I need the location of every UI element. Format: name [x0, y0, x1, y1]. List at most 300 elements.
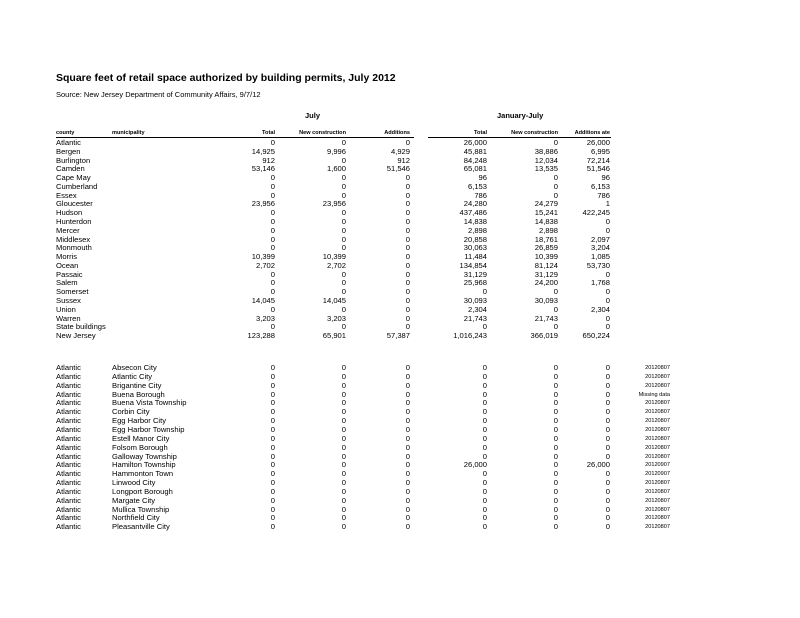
ytd-total-cell: 11,484	[464, 252, 487, 262]
ytd-total-cell: 2,898	[467, 225, 487, 235]
ytd-total-cell: 0	[482, 407, 487, 417]
ytd-total-cell: 0	[482, 478, 487, 488]
ytd-additions-cell: 650,224	[582, 331, 610, 341]
date-note-cell: 20120807	[645, 409, 670, 416]
july-total-cell: 0	[270, 190, 275, 200]
july-new-cell: 0	[341, 225, 346, 235]
municipality-cell: Egg Harbor City	[112, 416, 167, 426]
july-new-cell: 9,996	[326, 146, 346, 156]
county-cell: Gloucester	[56, 199, 93, 209]
july-new-cell: 0	[341, 371, 346, 381]
july-additions-cell: 0	[405, 371, 410, 381]
july-additions-cell: 57,387	[386, 331, 410, 341]
july-total-cell: 0	[270, 181, 275, 191]
county-cell: Salem	[56, 278, 78, 288]
date-note-cell: 20120907	[645, 462, 670, 469]
county-row	[0, 261, 800, 270]
july-total-cell: 0	[270, 363, 275, 372]
ytd-additions-cell: 0	[605, 269, 610, 279]
ytd-total-cell: 0	[482, 322, 487, 332]
county-cell: Monmouth	[56, 243, 92, 253]
july-additions-cell: 0	[405, 138, 410, 147]
ytd-additions-cell: 26,000	[586, 138, 610, 147]
ytd-additions-cell: 1,085	[590, 252, 610, 262]
ytd-total-cell: 0	[482, 504, 487, 514]
july-new-cell: 0	[341, 190, 346, 200]
july-additions-cell: 0	[405, 217, 410, 227]
ytd-total-cell: 0	[482, 380, 487, 390]
july-new-cell: 23,956	[322, 199, 346, 209]
municipality-row	[0, 425, 800, 434]
column-header-county: county	[56, 130, 75, 136]
ytd-additions-cell: 0	[605, 416, 610, 426]
group-header-january-july: January-July	[497, 111, 544, 120]
ytd-new-cell: 0	[553, 407, 558, 417]
county-cell: Atlantic	[56, 407, 81, 417]
column-header-ytd-total: Total	[474, 130, 487, 136]
ytd-new-cell: 0	[553, 460, 558, 470]
ytd-additions-cell: 6,153	[590, 181, 610, 191]
ytd-new-cell: 0	[553, 380, 558, 390]
ytd-new-cell: 0	[553, 513, 558, 523]
county-row	[0, 182, 800, 191]
july-total-cell: 0	[270, 380, 275, 390]
july-additions-cell: 0	[405, 416, 410, 426]
county-cell: Atlantic	[56, 416, 81, 426]
date-note-cell: 20120807	[645, 426, 670, 433]
county-row	[0, 278, 800, 287]
date-note-cell: 20120807	[645, 418, 670, 425]
ytd-additions-cell: 0	[605, 442, 610, 452]
county-cell: Atlantic	[56, 389, 81, 399]
county-cell: Atlantic	[56, 495, 81, 505]
ytd-additions-cell: 2,097	[590, 234, 610, 244]
county-row	[0, 235, 800, 244]
ytd-total-cell: 0	[482, 495, 487, 505]
county-cell: Atlantic	[56, 380, 81, 390]
municipality-cell: Galloway Township	[112, 451, 177, 461]
ytd-total-cell: 134,854	[459, 260, 487, 270]
july-total-cell: 0	[270, 287, 275, 297]
ytd-new-cell: 26,859	[534, 243, 558, 253]
ytd-new-cell: 18,761	[534, 234, 558, 244]
ytd-new-cell: 0	[553, 424, 558, 434]
date-note-cell: 20120807	[645, 524, 670, 531]
july-total-cell: 53,146	[251, 164, 275, 174]
july-new-cell: 0	[341, 243, 346, 253]
date-note-cell: 20120807	[645, 497, 670, 504]
july-additions-cell: 4,929	[390, 146, 410, 156]
ytd-additions-cell: 2,304	[590, 304, 610, 314]
july-total-cell: 0	[270, 269, 275, 279]
ytd-total-cell: 0	[482, 363, 487, 372]
july-total-cell: 0	[270, 398, 275, 408]
municipality-row	[0, 363, 800, 372]
municipality-cell: Egg Harbor Township	[112, 424, 185, 434]
municipality-cell: Margate City	[112, 495, 156, 505]
july-total-cell: 3,203	[255, 313, 275, 323]
county-row	[0, 305, 800, 314]
july-new-cell: 0	[341, 424, 346, 434]
municipality-cell: Buena Borough	[112, 389, 165, 399]
municipality-row	[0, 434, 800, 443]
municipality-cell: Folsom Borough	[112, 442, 168, 452]
july-additions-cell: 0	[405, 208, 410, 218]
july-new-cell: 0	[341, 504, 346, 514]
ytd-additions-cell: 0	[605, 433, 610, 443]
county-row	[0, 164, 800, 173]
july-new-cell: 0	[341, 234, 346, 244]
municipality-row	[0, 398, 800, 407]
ytd-additions-cell: 1,768	[590, 278, 610, 288]
ytd-new-cell: 30,093	[534, 296, 558, 306]
july-new-cell: 0	[341, 304, 346, 314]
county-cell: Atlantic	[56, 451, 81, 461]
county-row	[0, 296, 800, 305]
july-new-cell: 0	[341, 478, 346, 488]
july-total-cell: 0	[270, 243, 275, 253]
july-new-cell: 2,702	[326, 260, 346, 270]
county-row	[0, 208, 800, 217]
date-note-cell: 20120807	[645, 382, 670, 389]
july-total-cell: 0	[270, 234, 275, 244]
municipality-row	[0, 407, 800, 416]
date-note-cell: 20120807	[645, 444, 670, 451]
july-total-cell: 10,399	[251, 252, 275, 262]
county-row	[0, 314, 800, 323]
july-new-cell: 3,203	[326, 313, 346, 323]
ytd-additions-cell: 786	[597, 190, 610, 200]
ytd-additions-cell: 26,000	[586, 460, 610, 470]
county-row	[0, 322, 800, 331]
july-new-cell: 0	[341, 495, 346, 505]
july-total-cell: 14,045	[251, 296, 275, 306]
column-header-ytd-additions: Additions ate	[574, 130, 610, 136]
ytd-new-cell: 13,535	[534, 164, 558, 174]
county-cell: Mercer	[56, 225, 80, 235]
july-new-cell: 0	[341, 380, 346, 390]
july-new-cell: 0	[341, 442, 346, 452]
july-total-cell: 0	[270, 278, 275, 288]
municipality-cell: Buena Vista Township	[112, 398, 187, 408]
july-new-cell: 14,045	[322, 296, 346, 306]
county-cell: Atlantic	[56, 398, 81, 408]
july-additions-cell: 0	[405, 296, 410, 306]
county-row	[0, 191, 800, 200]
ytd-additions-cell: 6,995	[590, 146, 610, 156]
july-new-cell: 0	[341, 513, 346, 523]
ytd-additions-cell: 0	[605, 469, 610, 479]
ytd-new-cell: 10,399	[534, 252, 558, 262]
july-total-cell: 0	[270, 371, 275, 381]
july-additions-cell: 0	[405, 363, 410, 372]
ytd-additions-cell: 96	[601, 173, 610, 183]
ytd-additions-cell: 0	[605, 424, 610, 434]
column-header-july-total: Total	[262, 130, 275, 136]
ytd-new-cell: 0	[553, 322, 558, 332]
ytd-new-cell: 0	[553, 138, 558, 147]
july-total-cell: 0	[270, 486, 275, 496]
ytd-total-cell: 26,000	[463, 460, 487, 470]
date-note-cell: 20120807	[645, 453, 670, 460]
ytd-additions-cell: 0	[605, 371, 610, 381]
ytd-total-cell: 2,304	[467, 304, 487, 314]
ytd-new-cell: 15,241	[534, 208, 558, 218]
county-cell: Atlantic	[56, 442, 81, 452]
july-additions-cell: 0	[405, 278, 410, 288]
column-header-ytd-new: New construction	[511, 130, 558, 136]
county-cell: Cumberland	[56, 181, 98, 191]
july-additions-cell: 0	[405, 460, 410, 470]
ytd-total-cell: 0	[482, 522, 487, 532]
july-new-cell: 0	[341, 278, 346, 288]
july-additions-cell: 0	[405, 442, 410, 452]
ytd-new-cell: 0	[553, 363, 558, 372]
municipality-row	[0, 513, 800, 522]
ytd-total-cell: 0	[482, 389, 487, 399]
ytd-total-cell: 96	[478, 173, 487, 183]
date-note-cell: 20120807	[645, 373, 670, 380]
date-note-cell: 20120807	[645, 488, 670, 495]
county-cell: Atlantic	[56, 433, 81, 443]
date-note-cell: 20120807	[645, 506, 670, 513]
july-additions-cell: 0	[405, 513, 410, 523]
county-cell: Atlantic	[56, 424, 81, 434]
county-cell: State buildings	[56, 322, 106, 332]
ytd-total-cell: 24,280	[463, 199, 487, 209]
july-new-cell: 0	[341, 460, 346, 470]
july-new-cell: 0	[341, 287, 346, 297]
july-new-cell: 0	[341, 181, 346, 191]
july-total-cell: 2,702	[255, 260, 275, 270]
ytd-additions-cell: 0	[605, 451, 610, 461]
municipality-row	[0, 381, 800, 390]
july-total-cell: 23,956	[251, 199, 275, 209]
ytd-additions-cell: 0	[605, 313, 610, 323]
july-total-cell: 0	[270, 504, 275, 514]
date-note-cell: 20120807	[645, 365, 670, 371]
county-cell: Atlantic	[56, 478, 81, 488]
july-new-cell: 0	[341, 416, 346, 426]
july-additions-cell: 912	[397, 155, 410, 165]
date-note-cell: 20120807	[645, 435, 670, 442]
ytd-new-cell: 0	[553, 304, 558, 314]
county-cell: Atlantic	[56, 363, 81, 372]
municipality-row	[0, 372, 800, 381]
county-row	[0, 156, 800, 165]
column-header-july-additions: Additions	[384, 130, 410, 136]
county-cell: Atlantic	[56, 138, 81, 147]
county-cell: Atlantic	[56, 513, 81, 523]
july-additions-cell: 0	[405, 424, 410, 434]
county-cell: Sussex	[56, 296, 81, 306]
municipality-cell: Estell Manor City	[112, 433, 170, 443]
ytd-total-cell: 0	[482, 469, 487, 479]
ytd-total-cell: 0	[482, 433, 487, 443]
municipality-row	[0, 487, 800, 496]
county-row	[0, 199, 800, 208]
county-row	[0, 243, 800, 252]
ytd-new-cell: 0	[553, 433, 558, 443]
county-cell: Bergen	[56, 146, 81, 156]
ytd-new-cell: 14,838	[534, 217, 558, 227]
july-total-cell: 0	[270, 460, 275, 470]
municipality-cell: Brigantine City	[112, 380, 162, 390]
ytd-total-cell: 30,063	[463, 243, 487, 253]
july-new-cell: 0	[341, 208, 346, 218]
county-row	[0, 226, 800, 235]
ytd-new-cell: 0	[553, 522, 558, 532]
ytd-new-cell: 0	[553, 478, 558, 488]
ytd-total-cell: 26,000	[463, 138, 487, 147]
july-additions-cell: 0	[405, 504, 410, 514]
ytd-total-cell: 45,881	[463, 146, 487, 156]
ytd-additions-cell: 0	[605, 522, 610, 532]
july-total-cell: 0	[270, 424, 275, 434]
july-new-cell: 0	[341, 522, 346, 532]
july-additions-cell: 0	[405, 478, 410, 488]
municipality-row	[0, 496, 800, 505]
county-cell: Ocean	[56, 260, 79, 270]
ytd-new-cell: 38,886	[534, 146, 558, 156]
july-additions-cell: 0	[405, 173, 410, 183]
july-total-cell: 0	[270, 304, 275, 314]
july-total-cell: 0	[270, 322, 275, 332]
july-additions-cell: 0	[405, 260, 410, 270]
july-total-cell: 0	[270, 407, 275, 417]
ytd-additions-cell: 0	[605, 322, 610, 332]
county-cell: Atlantic	[56, 504, 81, 514]
ytd-additions-cell: 0	[605, 363, 610, 372]
july-new-cell: 0	[341, 138, 346, 147]
county-cell: Atlantic	[56, 486, 81, 496]
july-total-cell: 0	[270, 225, 275, 235]
ytd-total-cell: 30,093	[463, 296, 487, 306]
july-total-cell: 0	[270, 389, 275, 399]
ytd-total-cell: 786	[474, 190, 487, 200]
july-total-cell: 14,925	[251, 146, 275, 156]
july-new-cell: 65,901	[322, 331, 346, 341]
date-note-cell: 20120807	[645, 515, 670, 522]
ytd-new-cell: 0	[553, 495, 558, 505]
july-total-cell: 0	[270, 138, 275, 147]
date-note-cell: 20120907	[645, 471, 670, 478]
july-additions-cell: 0	[405, 181, 410, 191]
county-cell: Morris	[56, 252, 78, 262]
july-additions-cell: 0	[405, 287, 410, 297]
ytd-new-cell: 0	[553, 442, 558, 452]
municipality-cell: Longport Borough	[112, 486, 173, 496]
ytd-total-cell: 0	[482, 416, 487, 426]
county-row	[0, 138, 800, 147]
county-cell: Camden	[56, 164, 85, 174]
july-new-cell: 0	[341, 486, 346, 496]
ytd-new-cell: 0	[553, 416, 558, 426]
july-additions-cell: 0	[405, 522, 410, 532]
ytd-additions-cell: 0	[605, 504, 610, 514]
ytd-total-cell: 437,486	[459, 208, 487, 218]
ytd-new-cell: 24,279	[534, 199, 558, 209]
municipality-row	[0, 478, 800, 487]
ytd-new-cell: 0	[553, 469, 558, 479]
july-additions-cell: 0	[405, 407, 410, 417]
municipality-row	[0, 443, 800, 452]
ytd-total-cell: 0	[482, 371, 487, 381]
municipality-row	[0, 522, 800, 531]
july-additions-cell: 0	[405, 380, 410, 390]
july-total-cell: 0	[270, 469, 275, 479]
municipality-cell: Linwood City	[112, 478, 156, 488]
ytd-total-cell: 6,153	[467, 181, 487, 191]
county-row	[0, 173, 800, 182]
ytd-new-cell: 0	[553, 398, 558, 408]
county-cell: Cape May	[56, 173, 91, 183]
ytd-total-cell: 0	[482, 398, 487, 408]
ytd-additions-cell: 0	[605, 495, 610, 505]
july-new-cell: 0	[341, 407, 346, 417]
ytd-new-cell: 12,034	[534, 155, 558, 165]
july-total-cell: 0	[270, 522, 275, 532]
july-additions-cell: 0	[405, 389, 410, 399]
county-cell: Union	[56, 304, 76, 314]
ytd-additions-cell: 0	[605, 513, 610, 523]
county-row	[0, 287, 800, 296]
ytd-total-cell: 0	[482, 287, 487, 297]
july-additions-cell: 0	[405, 190, 410, 200]
county-cell: Atlantic	[56, 522, 81, 532]
municipality-row	[0, 416, 800, 425]
ytd-new-cell: 0	[553, 486, 558, 496]
municipality-row	[0, 452, 800, 461]
ytd-new-cell: 0	[553, 389, 558, 399]
county-cell: Hunterdon	[56, 217, 92, 227]
ytd-total-cell: 65,081	[463, 164, 487, 174]
municipality-cell: Mullica Township	[112, 504, 170, 514]
ytd-additions-cell: 0	[605, 217, 610, 227]
ytd-additions-cell: 53,730	[586, 260, 610, 270]
july-additions-cell: 0	[405, 234, 410, 244]
municipality-cell: Corbin City	[112, 407, 150, 417]
july-additions-cell: 0	[405, 486, 410, 496]
ytd-total-cell: 0	[482, 486, 487, 496]
july-new-cell: 0	[341, 363, 346, 372]
july-new-cell: 0	[341, 155, 346, 165]
county-cell: Atlantic	[56, 371, 81, 381]
ytd-new-cell: 31,129	[534, 269, 558, 279]
county-cell: Warren	[56, 313, 81, 323]
july-additions-cell: 0	[405, 252, 410, 262]
municipality-row	[0, 505, 800, 514]
ytd-total-cell: 20,858	[463, 234, 487, 244]
july-additions-cell: 0	[405, 313, 410, 323]
county-cell: Atlantic	[56, 460, 81, 470]
ytd-additions-cell: 72,214	[586, 155, 610, 165]
ytd-additions-cell: 0	[605, 407, 610, 417]
july-new-cell: 0	[341, 433, 346, 443]
ytd-new-cell: 0	[553, 190, 558, 200]
ytd-total-cell: 0	[482, 442, 487, 452]
municipality-row	[0, 390, 800, 399]
county-cell: Atlantic	[56, 469, 81, 479]
july-total-cell: 0	[270, 416, 275, 426]
report-title: Square feet of retail space authorized by building permits, July 2012	[56, 72, 396, 84]
ytd-new-cell: 366,019	[530, 331, 558, 341]
column-header-july-new: New construction	[299, 130, 346, 136]
municipality-row	[0, 460, 800, 469]
july-new-cell: 0	[341, 173, 346, 183]
july-additions-cell: 0	[405, 398, 410, 408]
july-additions-cell: 0	[405, 469, 410, 479]
